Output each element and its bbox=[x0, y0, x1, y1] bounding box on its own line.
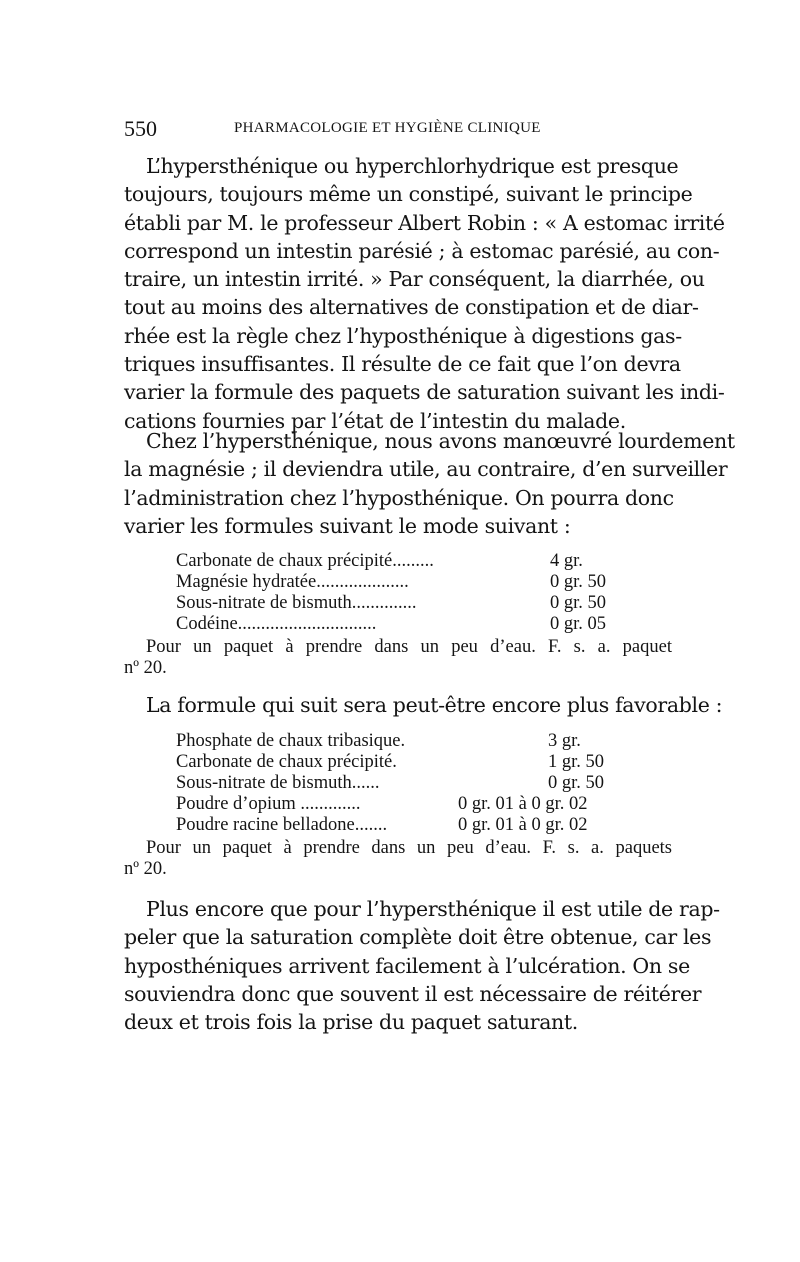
text-line: traire, un intestin irrité. » Par conséquent, la diarrhée, ou bbox=[124, 267, 705, 292]
paragraph-2 bbox=[124, 427, 735, 540]
ingredient-quantity: 0 gr. 05 bbox=[550, 614, 607, 634]
text-line: Plus encore que pour l’hypersthénique il est utile de rap- bbox=[146, 897, 720, 921]
ingredient-name: Magnésie hydratée.................... bbox=[176, 572, 409, 592]
text-line: établi par M. le professeur Albert Robin : « A estomac irrité bbox=[124, 210, 725, 235]
text-line: souviendra donc que souvent il est nécessaire de réitérer bbox=[124, 981, 702, 1006]
running-head: PHARMACOLOGIE ET HYGIÈNE CLINIQUE bbox=[234, 120, 541, 136]
text-line: correspond un intestin parésié ; à estomac parésié, au con- bbox=[124, 238, 720, 263]
ingredient-quantity: 0 gr. 50 bbox=[550, 593, 607, 613]
ingredient-name: Carbonate de chaux précipité......... bbox=[176, 551, 434, 571]
ingredient-name: Sous-nitrate de bismuth...... bbox=[176, 773, 380, 793]
text-line: varier la formule des paquets de saturation suivant les indi- bbox=[124, 380, 725, 405]
text-line: toujours, toujours même un constipé, suivant le principe bbox=[124, 182, 693, 207]
paragraph-3 bbox=[124, 895, 720, 1036]
text-line: varier les formules suivant le mode suivant : bbox=[124, 513, 571, 538]
page-number: 550 bbox=[124, 116, 157, 141]
formula-2-intro: La formule qui suit sera peut-être encore plus favorable : bbox=[146, 693, 723, 717]
ingredient-name: Codéine.............................. bbox=[176, 614, 377, 634]
formula-1-note bbox=[124, 637, 672, 679]
text-line: deux et trois fois la prise du paquet saturant. bbox=[124, 1010, 578, 1035]
text-line: l’administration chez l’hyposthénique. On pourra donc bbox=[124, 485, 674, 510]
ingredient-quantity: 1 gr. 50 bbox=[548, 752, 605, 772]
text-line: tout au moins des alternatives de constipation et de diar- bbox=[124, 295, 699, 320]
ingredient-quantity: 0 gr. 50 bbox=[550, 572, 607, 592]
text-line: cations fournies par l’état de l’intestin du malade. bbox=[124, 408, 626, 433]
ingredient-name: Poudre racine belladone....... bbox=[176, 815, 388, 835]
ingredient-quantity: 4 gr. bbox=[550, 551, 583, 571]
text-line: triques insuffisantes. Il résulte de ce fait que l’on devra bbox=[124, 352, 681, 377]
note-line: nº 20. bbox=[124, 859, 167, 879]
page-header bbox=[124, 116, 674, 140]
ingredient-name: Carbonate de chaux précipité. bbox=[176, 752, 397, 772]
text-line: la magnésie ; il deviendra utile, au contraire, d’en surveiller bbox=[124, 457, 728, 482]
note-line: Pour un paquet à prendre dans un peu d’eau. F. s. a. paquet bbox=[146, 637, 672, 657]
paragraph-1 bbox=[124, 152, 725, 435]
note-line: nº 20. bbox=[124, 658, 167, 678]
ingredient-quantity: 0 gr. 01 à 0 gr. 02 bbox=[458, 815, 588, 835]
ingredient-quantity: 3 gr. bbox=[548, 731, 581, 751]
ingredient-name: Sous-nitrate de bismuth.............. bbox=[176, 593, 417, 613]
ingredient-quantity: 0 gr. 50 bbox=[548, 773, 605, 793]
text-line: Chez l’hypersthénique, nous avons manœuvré lourdement bbox=[146, 429, 735, 453]
formula-2-note bbox=[124, 838, 672, 880]
ingredient-name: Poudre d’opium ............. bbox=[176, 794, 361, 814]
text-line: peler que la saturation complète doit être obtenue, car les bbox=[124, 925, 712, 950]
text-line: rhée est la règle chez l’hyposthénique à digestions gas- bbox=[124, 323, 682, 348]
ingredient-name: Phosphate de chaux tribasique. bbox=[176, 731, 406, 751]
note-line: Pour un paquet à prendre dans un peu d’eau. F. s. a. paquets bbox=[146, 838, 672, 858]
text-line: L’hypersthénique ou hyperchlorhydrique est presque bbox=[146, 154, 679, 178]
ingredient-quantity: 0 gr. 01 à 0 gr. 02 bbox=[458, 794, 588, 814]
text-line: hyposthéniques arrivent facilement à l’ulcération. On se bbox=[124, 953, 690, 978]
